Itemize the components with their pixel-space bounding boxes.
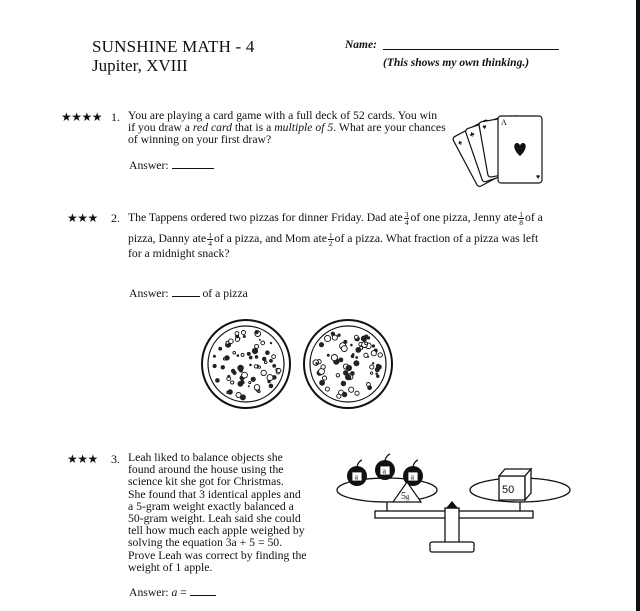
fraction-danny-den: 4 bbox=[208, 238, 212, 248]
pizza-topping bbox=[240, 394, 246, 400]
svg-text:5g bbox=[401, 491, 410, 502]
fraction-mom bbox=[328, 232, 334, 247]
pizza-topping bbox=[248, 385, 250, 387]
pizza-topping bbox=[229, 339, 234, 344]
apple-mark-2: a bbox=[382, 466, 387, 476]
problem-3-line-2: found around the house using the bbox=[128, 463, 284, 477]
scale-base bbox=[430, 542, 474, 552]
name-label: Name: bbox=[345, 39, 377, 51]
pizza-topping bbox=[262, 357, 266, 361]
problem-3-answer-label: Answer: bbox=[129, 586, 169, 599]
problem-1-line-3: of winning on your first draw? bbox=[128, 133, 272, 147]
playing-cards-illustration bbox=[456, 108, 552, 188]
problem-1-difficulty-stars: ★★★★ bbox=[61, 110, 103, 124]
fraction-danny bbox=[207, 232, 213, 247]
apple-icon bbox=[375, 454, 395, 480]
problem-2-number: 2. bbox=[111, 211, 120, 225]
problem-2-text-e: of a pizza, and Mom ate bbox=[213, 232, 327, 245]
pizza-topping bbox=[227, 375, 230, 378]
pizza-topping bbox=[249, 356, 253, 360]
fraction-mom-num: 1 bbox=[328, 230, 333, 240]
problem-3-line-5: a 5-gram weight exactly balanced a bbox=[128, 499, 294, 513]
apple-icon bbox=[347, 460, 367, 486]
pizza-topping bbox=[325, 335, 331, 341]
pizza-topping bbox=[264, 361, 267, 364]
pizza-topping bbox=[321, 365, 325, 369]
pizza-topping bbox=[364, 353, 368, 357]
problem-3-difficulty-stars: ★★★ bbox=[67, 452, 98, 466]
fraction-jenny-den: 8 bbox=[519, 217, 523, 227]
pizza-topping bbox=[325, 387, 329, 391]
pizza-topping bbox=[251, 377, 256, 382]
pizza-topping bbox=[240, 380, 244, 384]
card-corner-label: A bbox=[501, 118, 507, 127]
problem-3-line-3: science kit she got for Christmas. bbox=[128, 475, 284, 489]
pizza-topping bbox=[331, 355, 337, 361]
worksheet-subtitle: Jupiter, XVIII bbox=[92, 56, 188, 75]
pizza-topping bbox=[259, 339, 261, 341]
fraction-mom-den: 2 bbox=[328, 238, 333, 248]
pizza-topping bbox=[272, 355, 276, 359]
pizza-topping bbox=[370, 365, 374, 369]
pizza-topping bbox=[258, 366, 260, 368]
problem-2-answer-blank[interactable] bbox=[172, 286, 200, 297]
pizza-topping bbox=[372, 344, 375, 347]
pizza-topping bbox=[319, 380, 325, 386]
page-edge-border bbox=[636, 0, 640, 611]
problem-3-line-1: Leah liked to balance objects she bbox=[128, 451, 283, 464]
pizza-topping bbox=[269, 384, 274, 389]
pizza-topping bbox=[370, 372, 372, 374]
problem-2-answer bbox=[129, 286, 248, 300]
svg-text:♥: ♥ bbox=[481, 123, 488, 132]
problem-2-answer-suffix: of a pizza bbox=[202, 287, 248, 300]
pizza-topping bbox=[364, 335, 368, 339]
problem-1-text-d: . What are your chances bbox=[333, 121, 446, 135]
pizza-topping bbox=[233, 351, 236, 354]
pizza-topping bbox=[269, 359, 273, 363]
pizza-topping bbox=[241, 330, 245, 334]
apple-mark-1: a bbox=[354, 472, 359, 482]
pizza-topping bbox=[255, 355, 259, 359]
pizza-topping bbox=[346, 365, 352, 371]
pizza-topping bbox=[261, 370, 266, 375]
pizza-topping bbox=[272, 364, 276, 368]
pizza-topping bbox=[337, 334, 340, 337]
apple-icon bbox=[403, 460, 423, 486]
fraction-jenny bbox=[518, 211, 524, 226]
problem-3-answer-blank[interactable] bbox=[190, 585, 216, 596]
problem-2-text bbox=[128, 210, 578, 262]
problem-1-text bbox=[128, 110, 473, 147]
problem-3-line-9: Prove Leah was correct by finding the bbox=[128, 548, 307, 562]
problem-3-line-7: tell how much each apple weighed by bbox=[128, 524, 305, 538]
pizza-topping bbox=[367, 383, 371, 387]
problem-3-line-4: She found that 3 identical apples and bbox=[128, 487, 301, 501]
problem-2-text-b: of one pizza, Jenny ate bbox=[410, 211, 518, 224]
pizza-topping bbox=[315, 362, 318, 365]
pizza-topping bbox=[270, 342, 272, 344]
worksheet-title: SUNSHINE MATH - 4 bbox=[92, 37, 255, 56]
fraction-dad-num: 3 bbox=[404, 209, 409, 219]
problem-3-answer-equals: = bbox=[177, 586, 187, 599]
problem-3-line-10: weight of 1 apple. bbox=[128, 560, 213, 574]
pizza-topping bbox=[343, 370, 348, 375]
problem-2-answer-label: Answer: bbox=[129, 287, 169, 300]
pizza-topping bbox=[213, 364, 217, 368]
fraction-dad bbox=[404, 211, 410, 226]
balance-scale-illustration bbox=[335, 452, 570, 577]
problem-2-line-1 bbox=[128, 210, 578, 226]
pizza-topping bbox=[355, 347, 361, 353]
pizza-topping bbox=[331, 332, 335, 336]
five-gram-weight-unit: g bbox=[406, 493, 410, 501]
problem-1-red-card: red card bbox=[192, 121, 232, 135]
name-blank[interactable] bbox=[383, 49, 559, 50]
pizza-topping bbox=[350, 344, 353, 347]
pizza-topping bbox=[254, 385, 260, 391]
pizza-topping bbox=[265, 350, 270, 355]
problem-2-text-a: The Tappens ordered two pizzas for dinner Friday. Dad ate bbox=[128, 211, 403, 224]
problem-1-answer bbox=[129, 158, 214, 172]
problem-1-answer-label: Answer: bbox=[129, 159, 169, 172]
card-corner-heart-icon: ♥ bbox=[536, 173, 541, 181]
pizza-topping bbox=[371, 351, 376, 356]
pizza-topping bbox=[336, 374, 339, 377]
fraction-danny-num: 1 bbox=[208, 230, 212, 240]
pizza-topping bbox=[249, 364, 252, 367]
pizza-topping bbox=[267, 375, 273, 381]
problem-2-line-3: for a midnight snack? bbox=[128, 247, 230, 260]
pizzas-illustration bbox=[200, 318, 400, 410]
pizza-topping bbox=[327, 354, 330, 357]
apple-mark-3: a bbox=[410, 472, 415, 482]
problem-1-multiple-of-5: multiple of 5 bbox=[274, 121, 334, 135]
pizza-topping bbox=[341, 346, 347, 352]
pizza-topping bbox=[255, 344, 259, 348]
problem-3-line-6: 50-gram weight. Leah said she could bbox=[128, 512, 301, 526]
pizza-topping bbox=[227, 389, 232, 394]
pizza-topping bbox=[342, 392, 347, 397]
pizza-right bbox=[304, 320, 392, 408]
problem-3-text bbox=[128, 452, 343, 574]
thinking-note: (This shows my own thinking.) bbox=[383, 57, 530, 69]
scale-fulcrum bbox=[447, 502, 457, 508]
problem-1-text-c: that is a bbox=[231, 121, 275, 135]
pizza-topping bbox=[323, 376, 327, 380]
problem-1-answer-blank[interactable] bbox=[172, 158, 214, 169]
svg-text:♠: ♠ bbox=[456, 138, 464, 148]
pizza-topping bbox=[378, 353, 382, 357]
problem-3-number: 3. bbox=[111, 452, 120, 466]
pizza-topping bbox=[277, 369, 281, 373]
pizza-topping bbox=[242, 372, 248, 378]
problem-1-line-1: You are playing a card game with a full deck of 52 cards. You win bbox=[128, 109, 438, 122]
pizza-topping bbox=[349, 387, 354, 392]
problem-2-text-c: of a bbox=[524, 211, 543, 224]
fifty-gram-weight-value: 50 bbox=[502, 484, 515, 496]
svg-text:♣: ♣ bbox=[468, 129, 476, 139]
pizza-topping bbox=[237, 354, 240, 357]
pizza-topping bbox=[255, 330, 259, 334]
pizza-topping bbox=[213, 355, 216, 358]
five-gram-weight-value: 5 bbox=[401, 491, 406, 502]
pizza-topping bbox=[241, 353, 244, 356]
pizza-topping bbox=[231, 369, 235, 373]
pizza-topping bbox=[350, 371, 355, 376]
pizza-topping bbox=[354, 335, 358, 339]
problem-2-difficulty-stars: ★★★ bbox=[67, 211, 98, 225]
pizza-topping bbox=[355, 391, 359, 395]
fifty-gram-weight bbox=[499, 469, 531, 500]
pizza-topping bbox=[353, 360, 359, 366]
pizza-topping bbox=[319, 342, 324, 347]
pizza-topping bbox=[218, 347, 222, 351]
problem-2-text-f: of a pizza. What fraction of a pizza was left bbox=[334, 232, 539, 245]
pizza-topping bbox=[376, 364, 382, 370]
pizza-topping bbox=[365, 342, 368, 345]
pizza-topping bbox=[243, 335, 246, 338]
pizza-topping bbox=[343, 340, 347, 344]
pizza-topping bbox=[238, 365, 244, 371]
pizza-topping bbox=[247, 352, 251, 356]
pizza-topping bbox=[375, 373, 378, 376]
problem-3-line-8: solving the equation 3a + 5 = 50. bbox=[128, 536, 283, 550]
problem-2-line-2 bbox=[128, 231, 578, 247]
problem-3-answer bbox=[129, 585, 216, 599]
problem-1-number: 1. bbox=[111, 110, 120, 124]
problem-3-answer-variable: a bbox=[171, 586, 178, 599]
pizza-topping bbox=[372, 362, 374, 364]
pizza-topping bbox=[235, 332, 239, 336]
pizza-topping bbox=[355, 356, 358, 359]
pizza-topping bbox=[352, 353, 355, 356]
pizza-topping bbox=[252, 348, 258, 354]
fraction-dad-den: 4 bbox=[404, 217, 409, 227]
pizza-topping bbox=[249, 381, 251, 383]
pizza-topping bbox=[261, 341, 265, 345]
pizza-topping bbox=[231, 381, 234, 384]
pizza-topping bbox=[341, 381, 346, 386]
fraction-jenny-num: 1 bbox=[519, 209, 523, 219]
pizza-topping bbox=[254, 365, 257, 368]
pizza-topping bbox=[215, 378, 220, 383]
pizza-left bbox=[202, 320, 290, 408]
pizza-topping bbox=[221, 365, 225, 369]
problem-2-text-d: pizza, Danny ate bbox=[128, 232, 207, 245]
pizza-topping bbox=[224, 355, 229, 360]
problem-1-text-b: if you draw a bbox=[128, 121, 193, 135]
